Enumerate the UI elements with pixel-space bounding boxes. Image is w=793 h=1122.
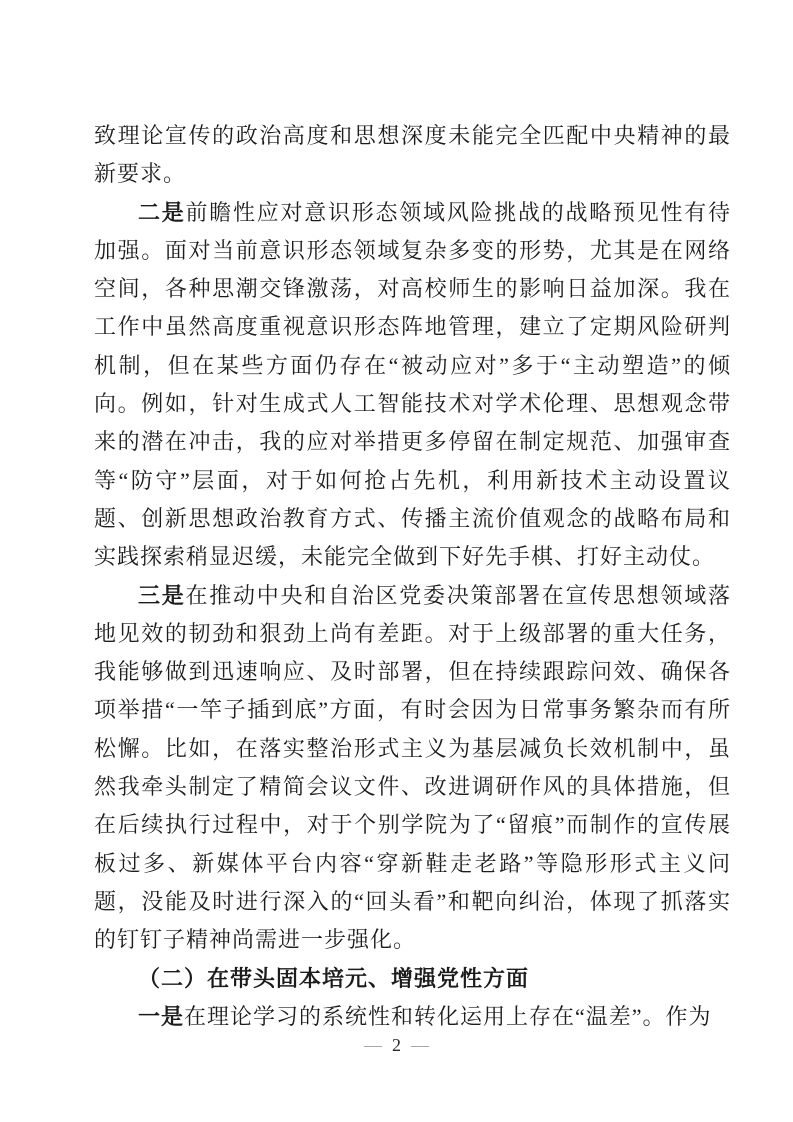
paragraph xyxy=(94,998,731,1036)
footer-dash-left: — xyxy=(364,1035,382,1055)
body-text: 在推动中央和自治区党委决策部署在宣传思想领域落地见效的韧劲和狠劲上尚有差距。对于上级部署的重大任务，我能够做到迅速响应、及时部署，但在持续跟踪问效、确保各项举措“一竿子插到底”方面，有时会因为日常事务繁杂而有所松懈。比如，在落实整治形式主义为基层减负长效机制中，虽然我牵头制定了精简会议文件、改进调研作风的具体措施，但在后续执行过程中，对于个别学院为了“留痕”而制作的宣传展板过多、新媒体平台内容“穿新鞋走老路”等隐形形式主义问题，没能及时进行深入的“回头看”和靶向纠治，体现了抓落实的钉钉子精神尚需进一步强化。 xyxy=(94,582,732,953)
footer-page-number: 2 xyxy=(392,1035,401,1055)
bold-lead-text: 一是 xyxy=(138,1003,185,1029)
bold-lead-text: （二）在带头固本培元、增强党性方面 xyxy=(138,965,530,991)
body-text: 前瞻性应对意识形态领域风险挑战的战略预见性有待加强。面对当前意识形态领域复杂多变的形势，尤其是在网络空间，各种思潮交锋激荡，对高校师生的影响日益加深。我在工作中虽然高度重视意识形态阵地管理，建立了定期风险研判机制，但在某些方面仍存在“被动应对”多于“主动塑造”的倾向。例如，针对生成式人工智能技术对学术伦理、思想观念带来的潜在冲击，我的应对举措更多停留在制定规范、加强审查等“防守”层面，对于如何抢占先机，利用新技术主动设置议题、创新思想政治教育方式、传播主流价值观念的战略布局和实践探索稍显迟缓，未能完全做到下好先手棋、打好主动仗。 xyxy=(94,199,731,570)
bold-lead-text: 二是 xyxy=(138,199,186,225)
bold-lead-text: 三是 xyxy=(138,582,186,608)
paragraph xyxy=(94,194,731,577)
body-text: 在理论学习的系统性和转化运用上存在“温差”。作为 xyxy=(184,1003,712,1029)
footer-dash-right: — xyxy=(411,1035,429,1055)
page-footer xyxy=(0,1033,793,1057)
document-body xyxy=(94,117,731,1036)
paragraph xyxy=(94,577,731,960)
paragraph xyxy=(94,117,731,194)
section-heading xyxy=(94,960,731,998)
body-text: 致理论宣传的政治高度和思想深度未能完全匹配中央精神的最新要求。 xyxy=(94,123,731,187)
